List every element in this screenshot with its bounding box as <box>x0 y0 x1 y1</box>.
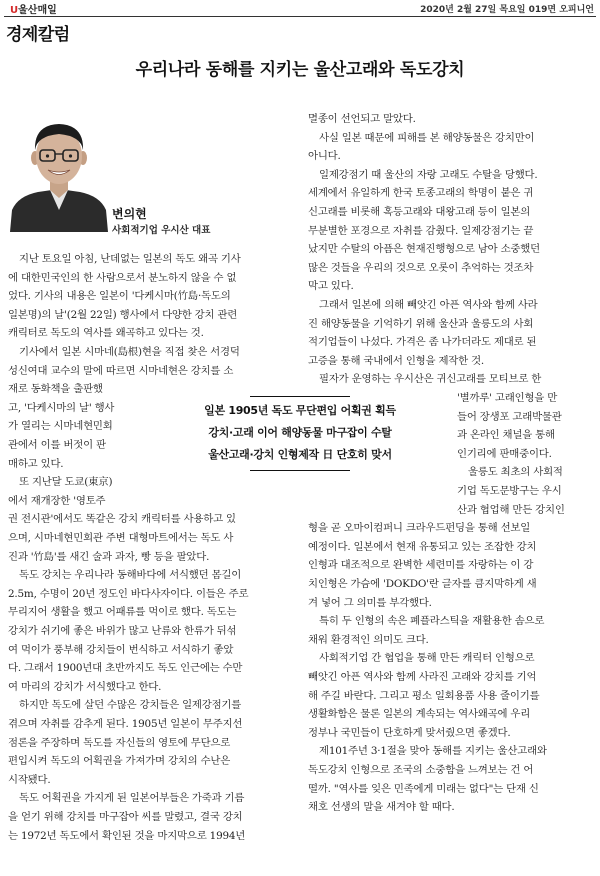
issue-info: 2020년 2월 27일 목요일 019면 오피니언 <box>420 5 594 15</box>
body-text-line: 가 열리는 시마네현민회 <box>8 420 113 433</box>
body-text-line: 진과 '竹島'를 새긴 술과 과자, 빵 등을 팔았다. <box>8 550 210 563</box>
body-text-line: 독도 어획권을 가지게 된 일본어부들은 가죽과 기름 <box>19 792 245 805</box>
paper-logo-mark: U <box>10 5 19 16</box>
body-text-line: 진 해양동물을 기억하기 위해 울산과 울릉도의 사회 <box>308 317 534 330</box>
body-text-line: 일제강점기 때 울산의 자랑 고래도 수탈을 당했다. <box>319 168 538 181</box>
body-text-line: 시작됐다. <box>8 773 51 786</box>
body-text-line: 에서 재개장한 '영토주 <box>8 494 106 507</box>
body-text-line: 매하고 있다. <box>8 457 64 470</box>
body-text-line: 강치가 쉬기에 좋은 바위가 많고 난류와 한류가 뒤섞 <box>8 625 237 637</box>
author-photo <box>8 110 110 232</box>
body-text-line: 제101주년 3·1절을 맞아 동해를 지키는 울산고래와 <box>319 745 547 758</box>
body-text-line: 사회적기업 간 협업을 통해 만든 캐릭터 인형으로 <box>319 652 535 665</box>
body-text-line: 관에서 이를 버젓이 판 <box>8 439 106 451</box>
body-text-line: 막고 있다. <box>308 280 354 293</box>
pull-quote-line: 일본 1905년 독도 무단편입 어획권 획득 <box>204 404 396 417</box>
body-text-line: 채워 환경적인 의미도 크다. <box>308 633 429 646</box>
body-text-line: 권 전시관'에서도 똑같은 강치 캐릭터를 사용하고 있 <box>8 513 236 526</box>
body-text-line: 성신여대 교수의 말에 따르면 시마네현은 강치를 소 <box>8 364 234 377</box>
body-text-line: 신고래를 비롯해 혹등고래와 대왕고래 등이 일본의 <box>308 206 531 218</box>
pull-quote-top-rule <box>250 396 350 397</box>
body-text-line: 많은 것들을 우리의 것으로 오롯이 추억하는 것조차 <box>308 261 534 274</box>
body-text-line: 겨 넣어 그 의미를 부각했다. <box>308 596 432 609</box>
body-text-line: 에 대한민국인의 한 사람으로서 분노하지 않을 수 없 <box>8 271 237 284</box>
body-text-line: 적기업들이 나섰다. 가격은 좀 나가더라도 제대로 된 <box>308 336 537 349</box>
body-text-line: 떨까. "역사를 잊은 민족에게 미래는 없다"는 단재 신 <box>308 782 539 795</box>
body-text-line: 기사에서 일본 시마네(島根)현을 직접 찾은 서경덕 <box>19 346 240 358</box>
body-text-line: 캐릭터로 독도의 역사를 왜곡하고 있다는 것. <box>8 327 204 340</box>
body-text-line: 인기리에 판매중이다. <box>457 447 552 460</box>
section-label: 경제칼럼 <box>6 25 70 45</box>
headline: 우리나라 동해를 지키는 울산고래와 독도강치 <box>135 60 465 80</box>
pull-quote-line: 강치·고래 이어 해양동물 마구잡이 수탈 <box>208 426 392 439</box>
body-text-line: 독도 강치는 우리나라 동해바다에 서식했던 몸길이 <box>19 569 242 582</box>
body-text-line: 예정이다. 일본에서 현재 유통되고 있는 조잡한 강치 <box>308 540 537 553</box>
body-text-line: 그래서 일본에 의해 빼앗긴 아픈 역사와 함께 사라 <box>319 299 538 311</box>
body-text-line: 형을 곧 오마이컴퍼니 크라우드펀딩을 통해 선보일 <box>308 522 531 535</box>
body-text-line: 울릉도 최초의 사회적 <box>468 466 563 479</box>
body-text-line: 생활화함은 물론 일본의 계속되는 역사왜곡에 우리 <box>308 708 531 721</box>
body-text-line: 기업 독도문방구는 우시 <box>457 485 562 497</box>
body-text-line: 또 지난달 도쿄(東京) <box>19 476 113 489</box>
body-text-line: 으며, 시마네현민회관 주변 대형마트에서는 독도 사 <box>8 532 234 544</box>
body-text-line: 여 먹이가 풍부해 강치들이 번식하고 서식하기 좋았 <box>8 643 234 656</box>
body-text-line: 사실 일본 때문에 피해를 본 해양동물은 강치만이 <box>319 131 535 144</box>
body-text-line: 었다. 기사의 내용은 일본이 '다케시마(竹島·독도의 <box>8 290 231 303</box>
body-text-line: 고, '다케시마의 날' 행사 <box>8 401 115 414</box>
body-text-line: 멸종이 선언되고 말았다. <box>308 113 416 125</box>
body-text-line: 무리지어 생활을 했고 어패류를 먹이로 했다. 독도는 <box>8 606 237 619</box>
body-text-line: '별까루' 고래인형을 만 <box>457 392 558 404</box>
masthead <box>4 0 596 17</box>
body-text-line: 해 주길 바란다. 그리고 평소 일회용품 사용 줄이기를 <box>308 689 540 702</box>
body-text-line: 필자가 운영하는 우시산은 귀신고래를 모티브로 한 <box>319 373 542 386</box>
body-text-line: 다. 그래서 1900년대 초반까지도 독도 인근에는 수만 <box>8 662 243 675</box>
body-text-line: 과 온라인 채널을 통해 <box>457 429 555 442</box>
body-text-line: 점론을 주장하며 독도를 자신들의 영토에 무단으로 <box>8 736 231 749</box>
author-portrait-icon <box>8 110 110 232</box>
body-text-line: 독도강치 인형으로 조국의 소중함을 느껴보는 건 어 <box>308 764 534 776</box>
body-text-line: 고증을 통해 국내에서 인형을 제작한 것. <box>308 354 485 367</box>
body-text-line: 편입시켜 독도의 어획권을 가져가며 강치의 수난은 <box>8 755 231 768</box>
body-text-line: 2.5m, 수명이 20년 정도인 바다사자이다. 이들은 주로 <box>8 587 249 600</box>
pull-quote-line: 울산고래·강치 인형제작 日 단호히 맞서 <box>208 448 392 461</box>
body-text-line: 세계에서 유일하게 한국 토종고래의 학명이 붙은 귀 <box>308 187 534 200</box>
author-title: 사회적기업 우시산 대표 <box>112 225 211 236</box>
body-text-line: 채호 선생의 말을 새겨야 할 때다. <box>308 801 455 814</box>
body-text-line: 무분별한 포경으로 자취를 감췄다. 일제강점기는 끝 <box>308 224 534 237</box>
paper-name <box>10 1 57 16</box>
body-text-line: 하지만 독도에 살던 수많은 강치들은 일제강점기를 <box>19 699 242 712</box>
body-text-line: 났지만 수탈의 아픔은 현재진행형으로 남아 소중했던 <box>308 243 540 256</box>
body-text-line: 정부나 국민들이 단호하게 맞서줬으면 좋겠다. <box>308 726 511 739</box>
body-text-line: 겪으며 자취를 감추게 된다. 1905년 일본이 무주지선 <box>8 718 243 730</box>
body-text-line: 치인형은 가슴에 'DOKDO'란 글자를 큼지막하게 새 <box>308 578 537 590</box>
body-text-line: 지난 토요일 아침, 난데없는 일본의 독도 왜곡 기사 <box>19 253 241 265</box>
body-text-line: 특히 두 인형의 속은 폐플라스틱을 재활용한 솜으로 <box>319 615 545 628</box>
body-text-line: 아니다. <box>308 150 341 163</box>
body-text-line: 여 마리의 강치가 서식했다고 한다. <box>8 680 162 693</box>
body-text-line: 들어 장생포 고래박물관 <box>457 410 562 423</box>
body-text-line: 는 1972년 독도에서 확인된 것을 마지막으로 1994년 <box>8 829 246 842</box>
author-name: 변의현 <box>112 207 147 221</box>
body-text-line: 을 얻기 위해 강치를 마구잡아 씨를 말렸고, 결국 강치 <box>8 811 243 823</box>
body-text-line: 빼앗긴 아픈 역사와 함께 사라진 고래와 강치를 기억 <box>308 671 537 683</box>
pull-quote-bottom-rule <box>250 470 350 471</box>
paper-name-text: 울산매일 <box>18 5 57 16</box>
body-text-line: 일본명)의 날'(2월 22일) 행사에서 다양한 강치 관련 <box>8 308 238 321</box>
body-text-line: 산과 협업해 만든 강치인 <box>457 503 565 516</box>
body-text-line: 재로 동화책을 출판했 <box>8 383 103 396</box>
body-text-line: 인형과 대조적으로 완벽한 세련미를 자랑하는 이 강 <box>308 559 534 572</box>
